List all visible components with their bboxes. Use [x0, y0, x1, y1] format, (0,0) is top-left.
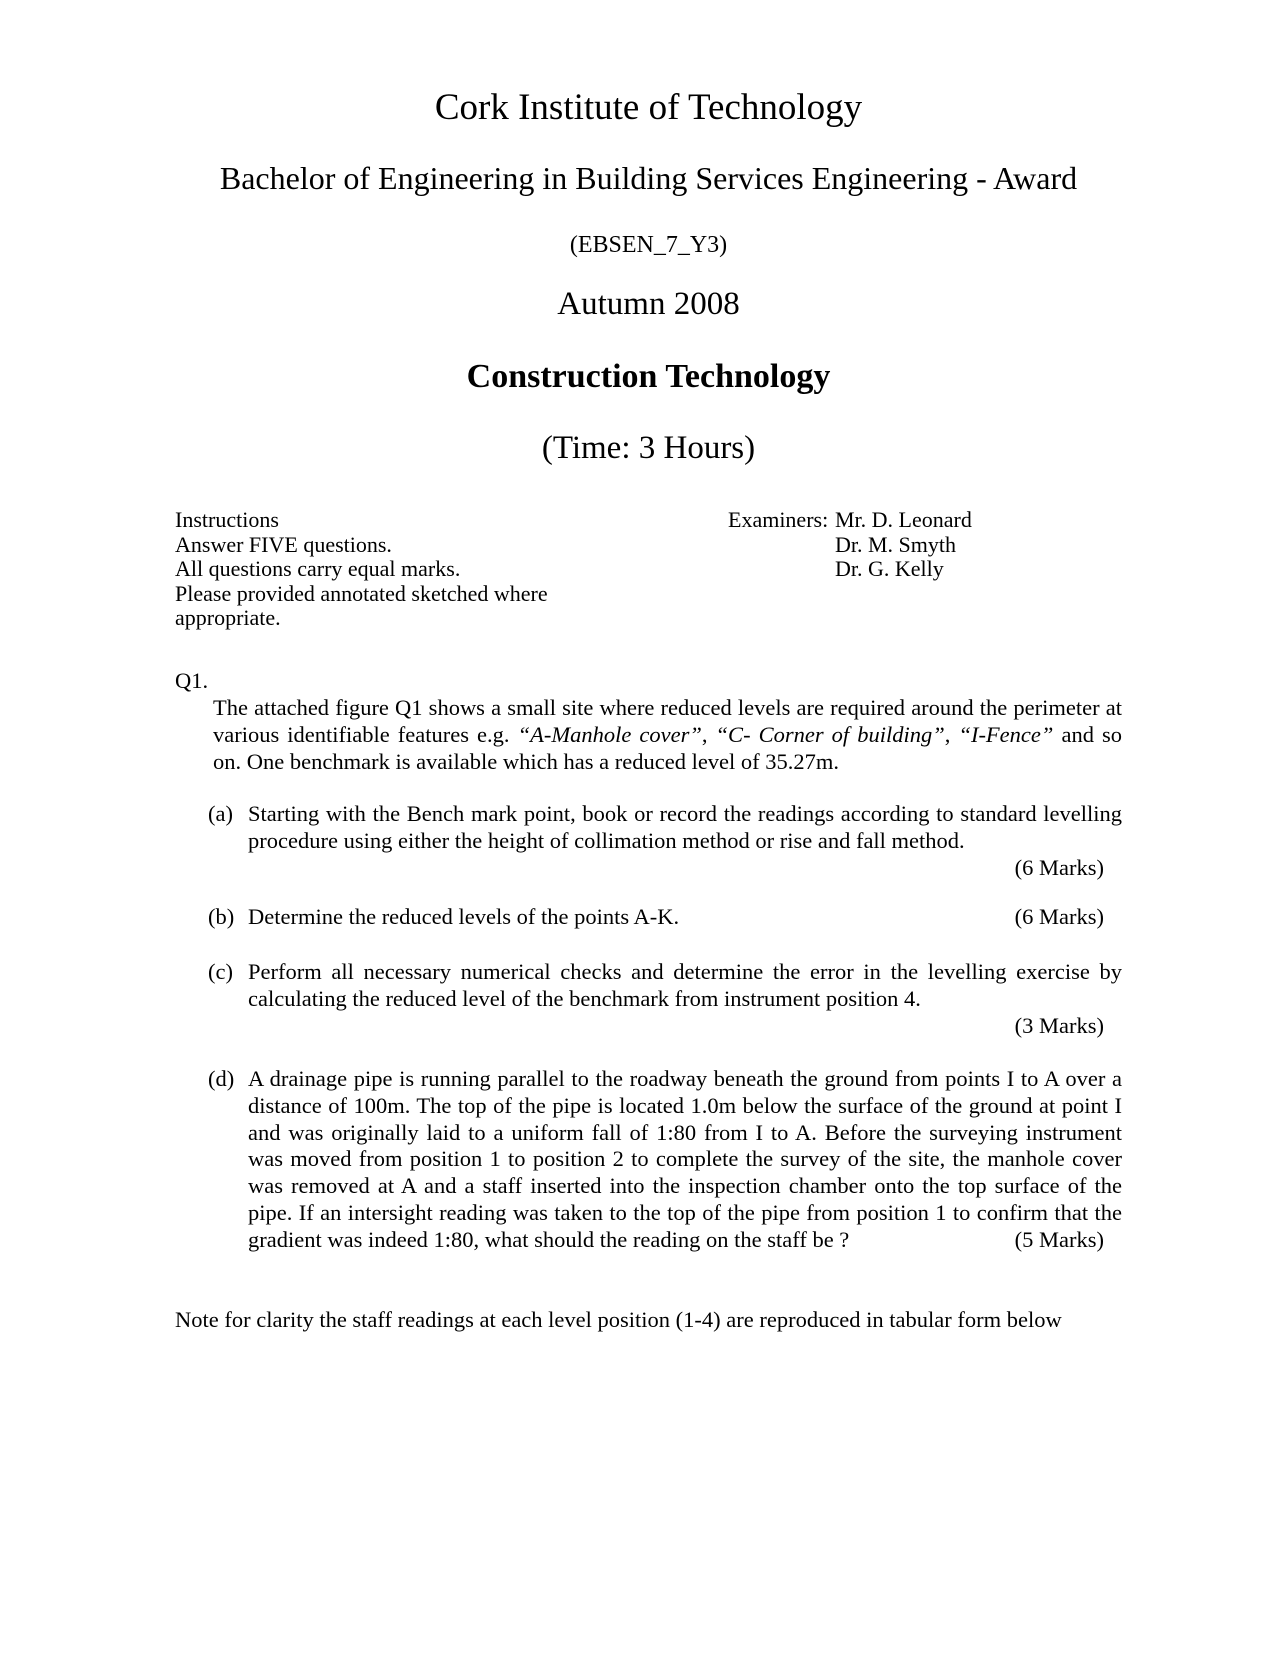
examiner-name: Dr. G. Kelly [835, 556, 944, 581]
part-text: A drainage pipe is running parallel to the roadway beneath the ground from points I to A over a distance of 100m. The top of the pipe is located 1.0m below the surface of the ground at point I and was originally laid to a uniform fall of 1:80 from I to A. Before the surveying instrument was moved from position 1 to position 2 to complete the survey of the site, the manhole cover was removed at A and a staff inserted into the inspection chamber onto the top surface of the pipe. If an intersight reading was taken to the top of the pipe from position 1 to confirm that the gradient was indeed 1:80, what should the reading on the staff be ? [248, 1066, 1122, 1252]
programme-code: (EBSEN_7_Y3) [569, 232, 728, 258]
part-marks: (5 Marks) [1014, 1226, 1104, 1252]
question-part-a [208, 801, 1122, 881]
instructions-block [175, 508, 587, 631]
part-marks: (6 Marks) [1014, 854, 1104, 880]
intro-separator: , [701, 722, 716, 747]
examiners-label: Examiners: [728, 507, 829, 532]
part-marks: (6 Marks) [1014, 904, 1104, 929]
instruction-line: Answer FIVE questions. [175, 531, 392, 557]
examiner-name: Mr. D. Leonard [835, 507, 972, 532]
part-text: Determine the reduced levels of the points A-K. [248, 904, 680, 929]
question-intro [213, 694, 1122, 775]
intro-feature-manhole: “A-Manhole cover” [517, 722, 702, 747]
part-text: Perform all necessary numerical checks and determine the error in the levelling exercise by calculating the reduced level of the benchmark from instrument position 4. [248, 959, 1122, 1011]
intro-feature-corner: “C- Corner of building” [715, 722, 945, 747]
part-label: (c) [208, 959, 233, 984]
part-label: (b) [208, 904, 235, 929]
instruction-line: All questions carry equal marks. [175, 556, 461, 581]
part-text: Starting with the Bench mark point, book or record the readings according to standard levelling procedure using either the height of collimation method or rise and fall method. [248, 801, 1122, 853]
intro-text: and so on. One benchmark is available which has a reduced level of 35.27m. [213, 722, 1123, 774]
question-part-b [208, 904, 1122, 931]
examiner-name: Dr. M. Smyth [835, 531, 957, 557]
intro-separator: , [944, 722, 959, 747]
programme-title: Bachelor of Engineering in Building Services Engineering - Award [219, 160, 1078, 196]
question-part-c [208, 959, 1122, 1039]
instructions-heading: Instructions [175, 507, 279, 532]
institution-title: Cork Institute of Technology [434, 87, 863, 128]
instruction-line: Please provided annotated sketched where appropriate. [175, 580, 548, 630]
intro-text: The attached figure Q1 shows a small site where reduced levels are required around the perimeter at various identifiable features e.g. [213, 695, 1122, 747]
part-label: (a) [208, 801, 233, 826]
examiners-block [728, 508, 972, 582]
part-marks: (3 Marks) [1014, 1012, 1104, 1038]
question-part-d [208, 1066, 1122, 1254]
intro-feature-fence: “I-Fence” [958, 722, 1054, 747]
exam-session: Autumn 2008 [557, 286, 740, 322]
subject-title: Construction Technology [466, 358, 831, 395]
exam-duration: (Time: 3 Hours) [541, 430, 756, 466]
question-number: Q1. [175, 668, 209, 693]
note-paragraph: Note for clarity the staff readings at each level position (1-4) are reproduced in tabular form below [175, 1307, 1062, 1332]
examiners-names [835, 508, 972, 582]
part-label: (d) [208, 1066, 235, 1091]
